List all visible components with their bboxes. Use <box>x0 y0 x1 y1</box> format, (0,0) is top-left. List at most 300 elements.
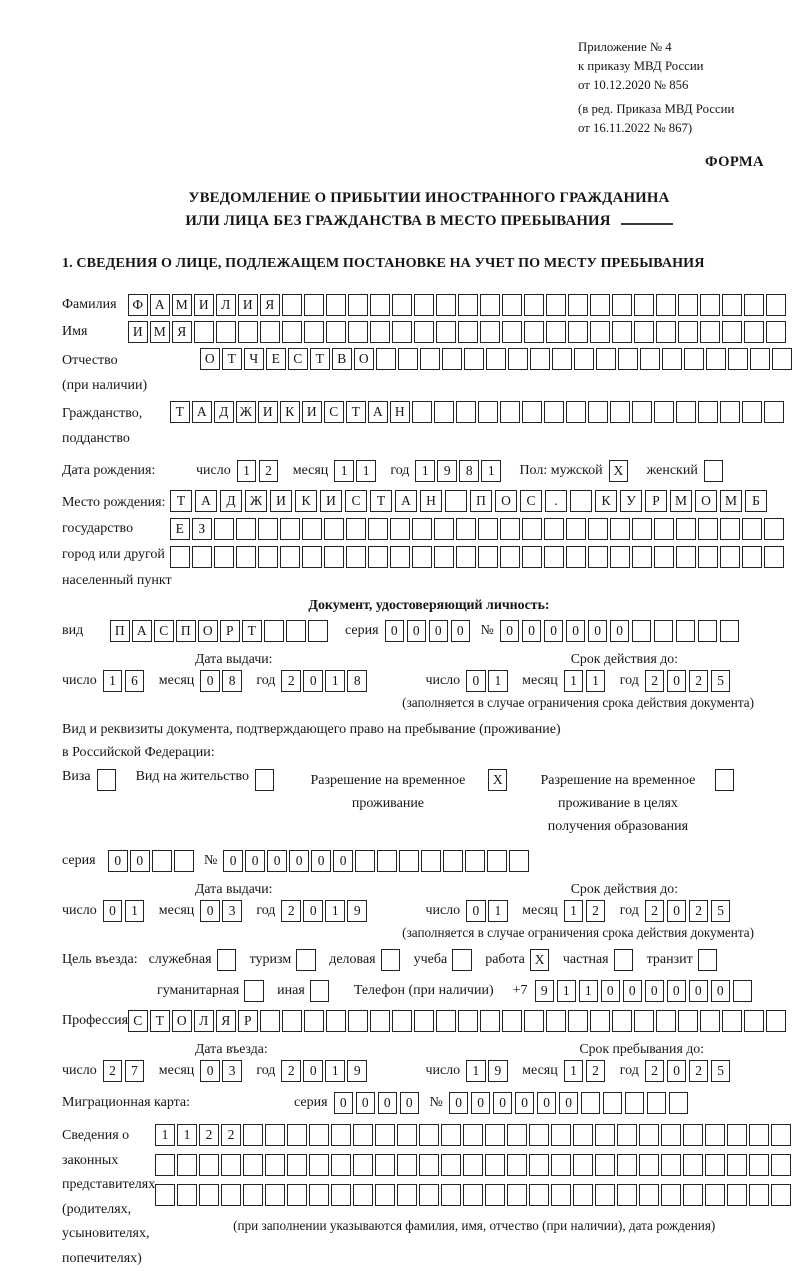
char-cell[interactable] <box>478 401 498 423</box>
char-cell[interactable] <box>728 348 748 370</box>
char-cell[interactable]: О <box>354 348 374 370</box>
char-cell[interactable]: 2 <box>689 1060 709 1082</box>
char-cell[interactable] <box>683 1154 703 1176</box>
char-cell[interactable]: 0 <box>245 850 265 872</box>
char-cell[interactable] <box>348 321 368 343</box>
char-cell[interactable] <box>456 401 476 423</box>
char-cell[interactable]: . <box>545 490 567 512</box>
char-cell[interactable] <box>309 1184 329 1206</box>
char-cell[interactable]: 1 <box>564 1060 584 1082</box>
char-cell[interactable]: Т <box>150 1010 170 1032</box>
char-cell[interactable]: 0 <box>429 620 449 642</box>
char-cell[interactable] <box>442 348 462 370</box>
char-cell[interactable] <box>465 850 485 872</box>
char-cell[interactable] <box>771 1184 791 1206</box>
char-cell[interactable] <box>486 348 506 370</box>
char-cell[interactable]: Ч <box>244 348 264 370</box>
char-cell[interactable]: Л <box>216 294 236 316</box>
char-cell[interactable] <box>612 321 632 343</box>
char-cell[interactable] <box>397 1184 417 1206</box>
char-cell[interactable] <box>684 348 704 370</box>
char-cell[interactable]: О <box>495 490 517 512</box>
char-cell[interactable] <box>502 321 522 343</box>
char-cell[interactable] <box>304 1010 324 1032</box>
char-cell[interactable]: А <box>132 620 152 642</box>
char-cell[interactable] <box>705 1184 725 1206</box>
char-cell[interactable]: Т <box>310 348 330 370</box>
char-cell[interactable] <box>443 850 463 872</box>
char-cell[interactable]: 0 <box>108 850 128 872</box>
char-cell[interactable] <box>529 1184 549 1206</box>
char-cell[interactable]: 0 <box>223 850 243 872</box>
char-cell[interactable]: И <box>302 401 322 423</box>
char-cell[interactable] <box>502 1010 522 1032</box>
char-cell[interactable] <box>480 294 500 316</box>
char-cell[interactable] <box>216 321 236 343</box>
char-cell[interactable] <box>573 1124 593 1146</box>
char-cell[interactable]: 8 <box>347 670 367 692</box>
char-cell[interactable] <box>634 1010 654 1032</box>
char-cell[interactable] <box>568 321 588 343</box>
char-cell[interactable]: М <box>150 321 170 343</box>
char-cell[interactable] <box>478 518 498 540</box>
char-cell[interactable] <box>370 1010 390 1032</box>
char-cell[interactable]: 0 <box>466 670 486 692</box>
char-cell[interactable]: 0 <box>451 620 471 642</box>
char-cell[interactable] <box>236 546 256 568</box>
char-cell[interactable] <box>368 518 388 540</box>
char-cell[interactable] <box>742 401 762 423</box>
char-cell[interactable] <box>610 546 630 568</box>
char-cell[interactable] <box>398 348 418 370</box>
char-cell[interactable]: Р <box>220 620 240 642</box>
char-cell[interactable] <box>377 850 397 872</box>
char-cell[interactable] <box>656 321 676 343</box>
char-cell[interactable] <box>529 1154 549 1176</box>
char-cell[interactable] <box>588 518 608 540</box>
char-cell[interactable] <box>97 769 117 791</box>
char-cell[interactable] <box>706 348 726 370</box>
char-cell[interactable]: 0 <box>103 900 123 922</box>
char-cell[interactable]: 1 <box>325 1060 345 1082</box>
char-cell[interactable]: 1 <box>557 980 577 1002</box>
char-cell[interactable] <box>260 321 280 343</box>
char-cell[interactable]: 5 <box>711 670 731 692</box>
char-cell[interactable] <box>640 348 660 370</box>
char-cell[interactable]: 0 <box>449 1092 469 1114</box>
char-cell[interactable] <box>375 1184 395 1206</box>
char-cell[interactable] <box>678 321 698 343</box>
char-cell[interactable] <box>397 1154 417 1176</box>
char-cell[interactable] <box>375 1124 395 1146</box>
char-cell[interactable] <box>566 546 586 568</box>
char-cell[interactable]: 1 <box>579 980 599 1002</box>
char-cell[interactable]: Л <box>194 1010 214 1032</box>
char-cell[interactable]: И <box>194 294 214 316</box>
char-cell[interactable]: 0 <box>289 850 309 872</box>
char-cell[interactable]: Н <box>420 490 442 512</box>
char-cell[interactable] <box>610 518 630 540</box>
char-cell[interactable] <box>727 1184 747 1206</box>
char-cell[interactable] <box>678 1010 698 1032</box>
char-cell[interactable] <box>287 1184 307 1206</box>
char-cell[interactable] <box>456 518 476 540</box>
char-cell[interactable]: Т <box>170 490 192 512</box>
char-cell[interactable]: 1 <box>177 1124 197 1146</box>
char-cell[interactable]: 0 <box>711 980 731 1002</box>
char-cell[interactable]: 0 <box>200 670 220 692</box>
char-cell[interactable]: 2 <box>586 900 606 922</box>
char-cell[interactable] <box>617 1124 637 1146</box>
char-cell[interactable]: Д <box>214 401 234 423</box>
char-cell[interactable] <box>683 1124 703 1146</box>
char-cell[interactable]: 0 <box>667 1060 687 1082</box>
char-cell[interactable] <box>522 518 542 540</box>
char-cell[interactable] <box>715 769 735 791</box>
char-cell[interactable] <box>727 1154 747 1176</box>
char-cell[interactable] <box>194 321 214 343</box>
char-cell[interactable] <box>764 518 784 540</box>
char-cell[interactable]: 8 <box>459 460 479 482</box>
char-cell[interactable] <box>654 401 674 423</box>
char-cell[interactable]: 2 <box>586 1060 606 1082</box>
char-cell[interactable] <box>412 518 432 540</box>
char-cell[interactable] <box>766 294 786 316</box>
char-cell[interactable] <box>331 1154 351 1176</box>
char-cell[interactable] <box>595 1154 615 1176</box>
char-cell[interactable]: 0 <box>601 980 621 1002</box>
char-cell[interactable] <box>370 294 390 316</box>
char-cell[interactable] <box>676 546 696 568</box>
char-cell[interactable]: 3 <box>222 1060 242 1082</box>
char-cell[interactable] <box>507 1154 527 1176</box>
char-cell[interactable] <box>551 1184 571 1206</box>
char-cell[interactable] <box>355 850 375 872</box>
char-cell[interactable] <box>458 1010 478 1032</box>
char-cell[interactable] <box>376 348 396 370</box>
char-cell[interactable] <box>581 1092 601 1114</box>
char-cell[interactable] <box>546 321 566 343</box>
char-cell[interactable]: 2 <box>103 1060 123 1082</box>
char-cell[interactable] <box>458 321 478 343</box>
char-cell[interactable]: 2 <box>259 460 279 482</box>
char-cell[interactable] <box>302 518 322 540</box>
char-cell[interactable] <box>308 620 328 642</box>
char-cell[interactable] <box>286 620 306 642</box>
char-cell[interactable] <box>590 294 610 316</box>
char-cell[interactable] <box>764 401 784 423</box>
char-cell[interactable]: 6 <box>125 670 145 692</box>
char-cell[interactable] <box>551 1124 571 1146</box>
char-cell[interactable]: К <box>280 401 300 423</box>
char-cell[interactable] <box>414 321 434 343</box>
char-cell[interactable]: 9 <box>437 460 457 482</box>
char-cell[interactable]: Ж <box>236 401 256 423</box>
char-cell[interactable] <box>392 294 412 316</box>
char-cell[interactable]: О <box>200 348 220 370</box>
char-cell[interactable] <box>614 949 634 971</box>
char-cell[interactable] <box>280 546 300 568</box>
char-cell[interactable]: 0 <box>566 620 586 642</box>
char-cell[interactable] <box>282 1010 302 1032</box>
char-cell[interactable] <box>265 1124 285 1146</box>
char-cell[interactable] <box>155 1184 175 1206</box>
char-cell[interactable]: 1 <box>155 1124 175 1146</box>
char-cell[interactable] <box>676 620 696 642</box>
char-cell[interactable] <box>590 1010 610 1032</box>
char-cell[interactable] <box>326 1010 346 1032</box>
char-cell[interactable] <box>647 1092 667 1114</box>
char-cell[interactable] <box>348 1010 368 1032</box>
char-cell[interactable] <box>375 1154 395 1176</box>
char-cell[interactable] <box>595 1184 615 1206</box>
char-cell[interactable] <box>524 294 544 316</box>
char-cell[interactable]: И <box>270 490 292 512</box>
char-cell[interactable] <box>683 1184 703 1206</box>
char-cell[interactable]: 0 <box>385 620 405 642</box>
char-cell[interactable]: 0 <box>500 620 520 642</box>
char-cell[interactable]: А <box>195 490 217 512</box>
char-cell[interactable] <box>282 294 302 316</box>
char-cell[interactable] <box>412 546 432 568</box>
char-cell[interactable] <box>419 1184 439 1206</box>
char-cell[interactable]: 2 <box>645 900 665 922</box>
char-cell[interactable]: Я <box>172 321 192 343</box>
char-cell[interactable] <box>502 294 522 316</box>
char-cell[interactable]: З <box>192 518 212 540</box>
char-cell[interactable] <box>654 620 674 642</box>
char-cell[interactable]: Я <box>216 1010 236 1032</box>
char-cell[interactable] <box>480 321 500 343</box>
char-cell[interactable]: X <box>488 769 508 791</box>
char-cell[interactable] <box>700 1010 720 1032</box>
char-cell[interactable] <box>632 518 652 540</box>
char-cell[interactable] <box>749 1124 769 1146</box>
char-cell[interactable] <box>309 1154 329 1176</box>
char-cell[interactable]: К <box>595 490 617 512</box>
char-cell[interactable] <box>544 401 564 423</box>
char-cell[interactable] <box>720 401 740 423</box>
char-cell[interactable] <box>485 1124 505 1146</box>
char-cell[interactable]: И <box>258 401 278 423</box>
char-cell[interactable]: 0 <box>515 1092 535 1114</box>
char-cell[interactable] <box>733 980 753 1002</box>
char-cell[interactable]: 0 <box>667 900 687 922</box>
char-cell[interactable] <box>399 850 419 872</box>
char-cell[interactable]: И <box>320 490 342 512</box>
char-cell[interactable] <box>353 1184 373 1206</box>
char-cell[interactable]: 1 <box>564 670 584 692</box>
char-cell[interactable] <box>500 518 520 540</box>
char-cell[interactable] <box>632 546 652 568</box>
char-cell[interactable] <box>152 850 172 872</box>
char-cell[interactable] <box>302 546 322 568</box>
char-cell[interactable]: 1 <box>466 1060 486 1082</box>
char-cell[interactable] <box>174 850 194 872</box>
char-cell[interactable]: Т <box>346 401 366 423</box>
char-cell[interactable] <box>258 546 278 568</box>
char-cell[interactable] <box>507 1184 527 1206</box>
char-cell[interactable]: X <box>609 460 629 482</box>
char-cell[interactable] <box>632 401 652 423</box>
char-cell[interactable] <box>420 348 440 370</box>
char-cell[interactable] <box>698 546 718 568</box>
char-cell[interactable] <box>720 518 740 540</box>
char-cell[interactable] <box>199 1184 219 1206</box>
char-cell[interactable] <box>612 294 632 316</box>
char-cell[interactable] <box>720 620 740 642</box>
char-cell[interactable] <box>574 348 594 370</box>
char-cell[interactable]: Т <box>242 620 262 642</box>
char-cell[interactable]: А <box>150 294 170 316</box>
char-cell[interactable] <box>296 949 316 971</box>
char-cell[interactable] <box>742 546 762 568</box>
char-cell[interactable]: Н <box>390 401 410 423</box>
char-cell[interactable] <box>441 1154 461 1176</box>
char-cell[interactable] <box>588 546 608 568</box>
char-cell[interactable] <box>331 1124 351 1146</box>
char-cell[interactable] <box>720 546 740 568</box>
char-cell[interactable] <box>390 546 410 568</box>
char-cell[interactable] <box>632 620 652 642</box>
char-cell[interactable] <box>530 348 550 370</box>
char-cell[interactable]: О <box>198 620 218 642</box>
char-cell[interactable]: П <box>176 620 196 642</box>
char-cell[interactable] <box>568 294 588 316</box>
char-cell[interactable] <box>324 518 344 540</box>
char-cell[interactable] <box>260 1010 280 1032</box>
char-cell[interactable]: Д <box>220 490 242 512</box>
char-cell[interactable]: 2 <box>281 900 301 922</box>
char-cell[interactable]: Е <box>266 348 286 370</box>
char-cell[interactable]: 3 <box>222 900 242 922</box>
char-cell[interactable] <box>566 401 586 423</box>
char-cell[interactable] <box>654 518 674 540</box>
char-cell[interactable] <box>434 518 454 540</box>
char-cell[interactable]: 2 <box>645 1060 665 1082</box>
char-cell[interactable] <box>744 321 764 343</box>
char-cell[interactable] <box>698 518 718 540</box>
char-cell[interactable]: С <box>288 348 308 370</box>
char-cell[interactable]: 0 <box>588 620 608 642</box>
char-cell[interactable] <box>192 546 212 568</box>
char-cell[interactable] <box>214 518 234 540</box>
char-cell[interactable] <box>258 518 278 540</box>
char-cell[interactable] <box>441 1184 461 1206</box>
char-cell[interactable]: С <box>324 401 344 423</box>
char-cell[interactable] <box>634 294 654 316</box>
char-cell[interactable] <box>722 1010 742 1032</box>
char-cell[interactable] <box>507 1124 527 1146</box>
char-cell[interactable] <box>705 1154 725 1176</box>
char-cell[interactable]: 1 <box>325 670 345 692</box>
char-cell[interactable]: 7 <box>125 1060 145 1082</box>
char-cell[interactable] <box>656 294 676 316</box>
char-cell[interactable] <box>282 321 302 343</box>
char-cell[interactable] <box>217 949 237 971</box>
char-cell[interactable] <box>705 1124 725 1146</box>
char-cell[interactable]: В <box>332 348 352 370</box>
char-cell[interactable]: 0 <box>378 1092 398 1114</box>
char-cell[interactable]: 0 <box>610 620 630 642</box>
char-cell[interactable]: 0 <box>645 980 665 1002</box>
char-cell[interactable]: 2 <box>689 670 709 692</box>
char-cell[interactable] <box>419 1124 439 1146</box>
char-cell[interactable] <box>412 401 432 423</box>
char-cell[interactable] <box>326 321 346 343</box>
char-cell[interactable] <box>625 1092 645 1114</box>
char-cell[interactable] <box>771 1154 791 1176</box>
char-cell[interactable] <box>243 1124 263 1146</box>
char-cell[interactable]: 0 <box>303 670 323 692</box>
char-cell[interactable] <box>381 949 401 971</box>
char-cell[interactable] <box>353 1154 373 1176</box>
char-cell[interactable]: 8 <box>222 670 242 692</box>
char-cell[interactable] <box>551 1154 571 1176</box>
char-cell[interactable] <box>662 348 682 370</box>
char-cell[interactable]: 0 <box>200 1060 220 1082</box>
char-cell[interactable]: 1 <box>334 460 354 482</box>
char-cell[interactable]: М <box>172 294 192 316</box>
char-cell[interactable]: П <box>470 490 492 512</box>
char-cell[interactable]: 1 <box>415 460 435 482</box>
char-cell[interactable]: С <box>154 620 174 642</box>
char-cell[interactable] <box>639 1154 659 1176</box>
char-cell[interactable] <box>634 321 654 343</box>
char-cell[interactable] <box>744 294 764 316</box>
char-cell[interactable] <box>265 1184 285 1206</box>
char-cell[interactable] <box>170 546 190 568</box>
char-cell[interactable] <box>669 1092 689 1114</box>
char-cell[interactable]: 0 <box>200 900 220 922</box>
char-cell[interactable]: 1 <box>125 900 145 922</box>
char-cell[interactable] <box>478 546 498 568</box>
char-cell[interactable]: 0 <box>400 1092 420 1114</box>
char-cell[interactable]: К <box>295 490 317 512</box>
char-cell[interactable] <box>529 1124 549 1146</box>
char-cell[interactable]: 0 <box>466 900 486 922</box>
char-cell[interactable] <box>749 1154 769 1176</box>
char-cell[interactable] <box>639 1184 659 1206</box>
char-cell[interactable] <box>177 1184 197 1206</box>
char-cell[interactable] <box>441 1124 461 1146</box>
char-cell[interactable]: 9 <box>535 980 555 1002</box>
char-cell[interactable]: 2 <box>645 670 665 692</box>
char-cell[interactable] <box>678 294 698 316</box>
char-cell[interactable] <box>661 1124 681 1146</box>
char-cell[interactable] <box>464 348 484 370</box>
char-cell[interactable] <box>772 348 792 370</box>
char-cell[interactable] <box>236 518 256 540</box>
char-cell[interactable] <box>265 1154 285 1176</box>
char-cell[interactable]: 9 <box>347 1060 367 1082</box>
char-cell[interactable] <box>463 1124 483 1146</box>
char-cell[interactable] <box>570 490 592 512</box>
char-cell[interactable] <box>509 850 529 872</box>
char-cell[interactable] <box>546 1010 566 1032</box>
char-cell[interactable] <box>436 1010 456 1032</box>
char-cell[interactable] <box>487 850 507 872</box>
char-cell[interactable] <box>656 1010 676 1032</box>
char-cell[interactable]: 0 <box>356 1092 376 1114</box>
char-cell[interactable]: 1 <box>103 670 123 692</box>
char-cell[interactable]: С <box>520 490 542 512</box>
char-cell[interactable] <box>326 294 346 316</box>
char-cell[interactable] <box>617 1154 637 1176</box>
char-cell[interactable] <box>485 1154 505 1176</box>
char-cell[interactable]: 0 <box>689 980 709 1002</box>
char-cell[interactable] <box>392 1010 412 1032</box>
